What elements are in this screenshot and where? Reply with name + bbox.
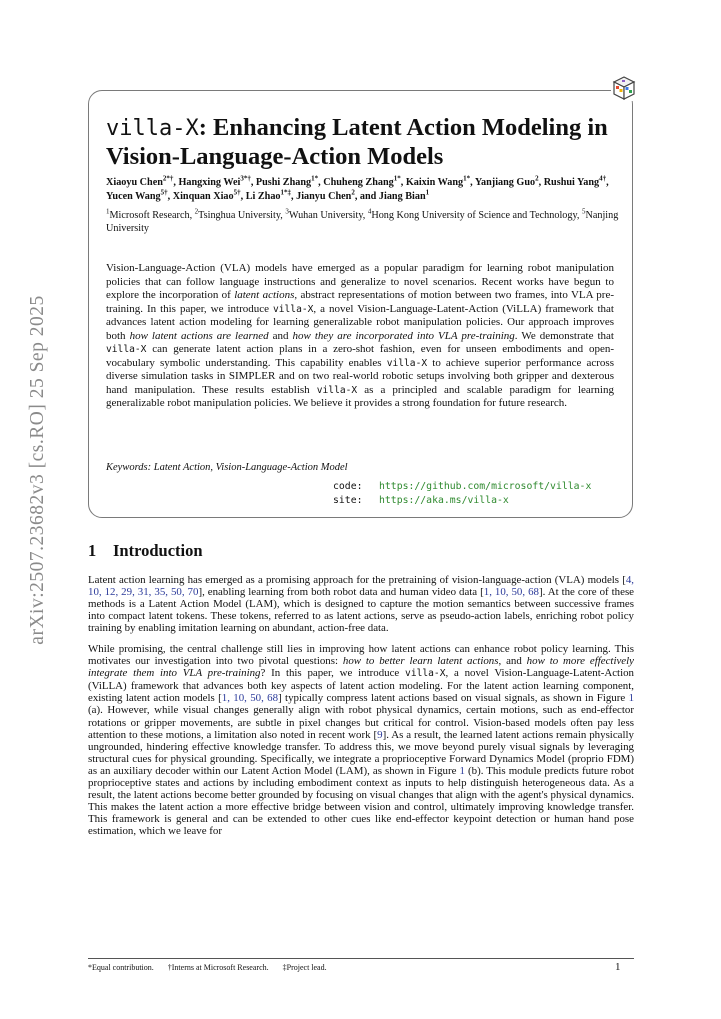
citation-link[interactable]: 1, 10, 50, 68: [221, 692, 279, 705]
paper-title: [106, 114, 626, 171]
abstract: [106, 262, 614, 411]
author: Xinquan Xiao$^{5\dagger}$: [172, 188, 241, 202]
text-run: villa-X: [272, 303, 314, 315]
footnote: *Equal contribution.: [88, 963, 154, 972]
text-run: , abstract representations of motion between two frames, into VLA pre-training. In this paper, we introduce: [106, 289, 614, 315]
link-url[interactable]: https://aka.ms/villa-x: [379, 495, 509, 506]
author: Hangxing Wei$^{3*\dagger}$: [178, 174, 251, 188]
affiliation: $^5$Nanjing University: [106, 207, 619, 234]
author: Rushui Yang$^{4\dagger}$: [543, 174, 607, 188]
text-run: as a principled and scalable paradigm for learning generalizable robot manipulation policies. We believe it provides a strong foundation for future research.: [106, 383, 614, 409]
text-run: Vision-Language-Action (VLA) models have emerged as a popular paradigm for learning robot manipulation policies that can follow language instructions and generalize to novel scenarios. Recent works have begun to explore the incorporation of: [106, 262, 614, 301]
text-run: (a). However, while visual changes generally align with robot physical dynamics, certain motions, such as end-effector rotations or gripper movements, are subtle in pixel changes but critical for control. Vision-based models often pay less attention to these motions, a limitation also noted in recent work [: [88, 704, 634, 741]
link-row: site: https://aka.ms/villa-x: [333, 495, 509, 506]
text-run: villa-X: [405, 668, 446, 680]
footnotes: [88, 963, 341, 972]
text-run: how to more effectively integrate them into VLA pre-training: [88, 655, 634, 680]
citation-link[interactable]: 1: [459, 764, 465, 777]
affiliation: $^3$Wuhan University: [285, 207, 363, 221]
author: Chuheng Zhang$^{1*}$: [323, 174, 401, 188]
intro-paragraph-1: [88, 574, 634, 634]
affiliation-list: $^1$Microsoft Research, $^2$Tsinghua University, $^3$Wuhan University, $^4$Hong Kong University of Science and Technology, $^5$Nanjing University: [106, 207, 619, 234]
intro-paragraph-2: [88, 643, 634, 838]
cube-logo-icon: [611, 75, 637, 101]
citation-link[interactable]: 9: [377, 728, 383, 741]
text-run: villa-X: [386, 357, 428, 369]
text-run: ] typically compress latent actions based on visual signals, as shown in Figure: [278, 692, 629, 705]
section-title: Introduction: [113, 541, 203, 560]
text-run: and: [268, 329, 293, 342]
keywords: Keywords: Latent Action, Vision-Language-Action Model: [106, 462, 348, 473]
author: Kaixin Wang$^{1*}$: [405, 174, 471, 188]
author: Jiang Bian$^1$: [378, 188, 430, 202]
title-name: villa-X: [106, 116, 199, 141]
text-run: ? In this paper, we introduce: [260, 667, 406, 680]
citation-link[interactable]: 4, 10, 12, 29, 31, 35, 50, 70: [88, 574, 634, 599]
affiliation: $^1$Microsoft Research: [106, 207, 190, 221]
text-run: how latent actions are learned: [129, 329, 269, 342]
text-run: how they are incorporated into VLA pre-training: [292, 329, 515, 342]
text-run: ], enabling learning from both robot data and human video data [: [198, 586, 484, 599]
text-run: ]. At the core of these methods is a Latent Action Model (LAM), which is designed to capture the motion semantics between successive frames into compact latent tokens. These tokens, referred to as latent actions, serve as pseudo-action labels, enriching robot policy training by enabling imitation learning on abundant, action-free data.: [88, 586, 635, 635]
link-url[interactable]: https://github.com/microsoft/villa-x: [379, 481, 592, 492]
citation-link[interactable]: 1: [628, 692, 635, 705]
text-run: , a novel Vision-Language-Latent-Action (ViLLA) framework that advances latent action modeling for learning generalizable robot manipulation policies. Our approach improves both: [106, 302, 614, 342]
author: Li Zhao$^{1*\ddagger}$: [245, 188, 292, 202]
text-run: how to better learn latent actions: [342, 655, 499, 668]
link-row: code: https://github.com/microsoft/villa-x: [333, 481, 592, 492]
affiliation: $^4$Hong Kong University of Science and Technology: [367, 207, 577, 221]
section-heading: [88, 541, 203, 561]
text-run: , a novel Vision-Language-Latent-Action (ViLLA) framework that advances both key aspects of latent action modeling. For the latent action learning component, existing latent action models [: [88, 667, 635, 705]
text-run: villa-X: [316, 384, 358, 396]
text-run: can generate latent action plans in a zero-shot fashion, even for unseen embodiments and open-vocabulary symbolic understanding. This capability enables: [106, 343, 614, 369]
text-run: . We demonstrate that: [514, 329, 614, 342]
footnote: ‡Project lead.: [282, 963, 327, 972]
text-run: (b). This module predicts future robot proprioceptive states and actions by including embodiment context as inputs to help distinguish heterogeneous data. As a result, the latent actions become better grounded by focusing on visual changes that align with the agent's physical dynamics. This makes the latent action a more effective bridge between vision and control, ultimately improving knowledge transfer. This framework is general and can be extended to other cues like end-effector keypoint detection or human hand pose estimation, which we leave for: [88, 764, 634, 838]
text-run: latent actions: [234, 289, 295, 301]
page-number: 1: [615, 961, 621, 973]
author-list: Xiaoyu Chen$^{2*\dagger}$, Hangxing Wei$^{3*\dagger}$, Pushi Zhang$^{1*}$, Chuheng Zhang$^{1*}$, Kaixin Wang$^{1*}$, Yanjiang Guo$^2$, Rushui Yang$^{4\dagger}$, Yucen Wang$^{5\dagger}$, Xinquan Xiao$^{5\dagger}$, Li Zhao$^{1*\ddagger}$, Jianyu Chen$^2$, and Jiang Bian$^1$: [106, 174, 609, 202]
author: Xiaoyu Chen$^{2*\dagger}$: [106, 174, 174, 188]
title-rest: : Enhancing Latent Action Modeling in Vision-Language-Action Models: [106, 114, 608, 170]
author: Yucen Wang$^{5\dagger}$: [106, 188, 168, 202]
author: Pushi Zhang$^{1*}$: [255, 174, 319, 188]
author: Yanjiang Guo$^2$: [474, 174, 539, 188]
text-run: , and: [498, 655, 527, 668]
text-run: villa-X: [106, 344, 147, 355]
footnote-rule: [88, 958, 634, 959]
text-run: While promising, the central challenge still lies in improving how latent actions can enhance robot policy learning. This motivates our investigation into two pivotal questions:: [88, 643, 634, 668]
text-run: Latent action learning has emerged as a promising approach for the pretraining of vision-language-action (VLA) models [: [88, 574, 626, 586]
arxiv-stamp: arXiv:2507.23682v3 [cs.RO] 25 Sep 2025: [27, 295, 48, 645]
section-number: 1: [88, 541, 97, 560]
text-run: ]. As a result, the learned latent actions remain physically ungrounded, hindering effective knowledge transfer. To address this, we move beyond purely visual signals by leveraging structural cues for physical grounding. Specifically, we integrate a proprioceptive Forward Dynamics Model (proprio FDM) as an auxiliary decoder within our Latent Action Model (LAM), as shown in Figure: [88, 728, 634, 777]
citation-link[interactable]: 1, 10, 50, 68: [483, 586, 539, 599]
author: Jianyu Chen$^2$: [296, 188, 355, 202]
links: [333, 480, 591, 508]
text-run: to achieve superior performance across diverse simulation tasks in SIMPLER and on two real-world robotic setups involving both gripper and dexterous hand manipulation. These results establish: [106, 356, 614, 396]
affiliation: $^2$Tsinghua University: [194, 207, 281, 221]
footnote: †Interns at Microsoft Research.: [167, 963, 269, 972]
